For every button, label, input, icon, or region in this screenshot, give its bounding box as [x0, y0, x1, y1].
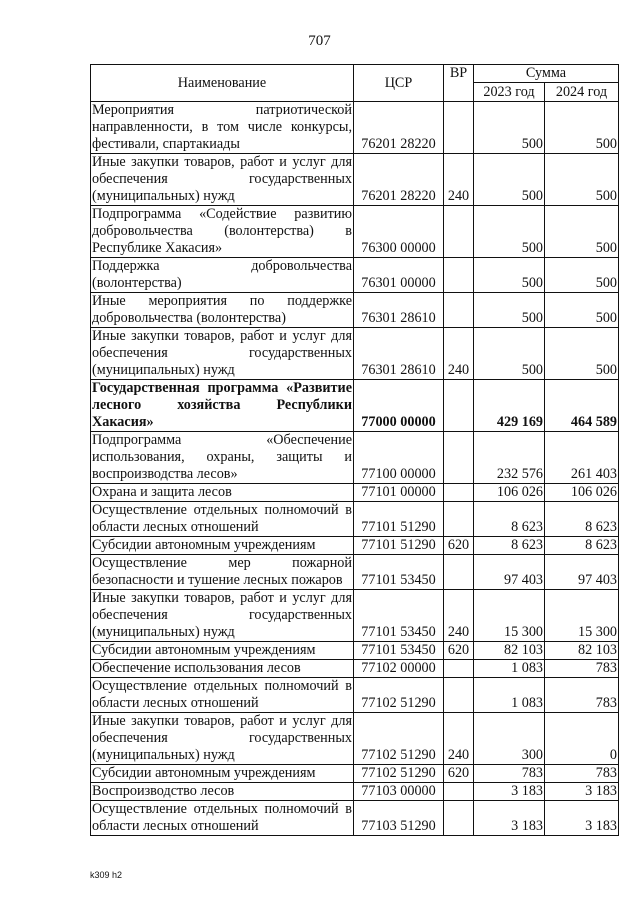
table-row: [91, 484, 619, 502]
row-sum-2023: 1 083: [474, 660, 545, 678]
row-csr: 77103 00000: [354, 783, 444, 801]
table-row: [91, 432, 619, 484]
table-row: [91, 502, 619, 537]
row-sum-2024: 8 623: [545, 537, 619, 555]
row-name: Субсидии автономным учреждениям: [91, 642, 354, 660]
row-vr: [444, 432, 474, 484]
row-sum-2023: 8 623: [474, 502, 545, 537]
row-vr: [444, 678, 474, 713]
row-sum-2023: 783: [474, 765, 545, 783]
row-sum-2024: 261 403: [545, 432, 619, 484]
row-csr: 77102 51290: [354, 765, 444, 783]
row-name: Государственная программа «Развитие лесного хозяйства Республики Хакасия»: [92, 380, 352, 430]
row-name: Поддержка добровольчества (волонтерства): [92, 258, 352, 291]
row-name: Воспроизводство лесов: [91, 783, 354, 801]
row-name: Осуществление отдельных полномочий в области лесных отношений: [92, 678, 352, 711]
row-sum-2024: 3 183: [545, 783, 619, 801]
row-name: Субсидии автономным учреждениям: [91, 765, 354, 783]
row-vr: 240: [444, 328, 474, 380]
row-sum-2024: 783: [545, 678, 619, 713]
row-vr: [444, 555, 474, 590]
row-csr: 76201 28220: [354, 154, 444, 206]
row-sum-2023: 15 300: [474, 590, 545, 642]
row-sum-2023: 232 576: [474, 432, 545, 484]
page-number: 707: [308, 33, 331, 49]
row-name: Осуществление мер пожарной безопасности и тушение лесных пожаров: [92, 555, 352, 588]
table-row: [91, 555, 619, 590]
row-sum-2023: 3 183: [474, 783, 545, 801]
header-vr: ВР: [444, 65, 474, 102]
row-vr: [444, 660, 474, 678]
row-sum-2023: 300: [474, 713, 545, 765]
row-vr: 620: [444, 537, 474, 555]
row-vr: [444, 502, 474, 537]
row-sum-2024: 783: [545, 765, 619, 783]
row-csr: 76201 28220: [354, 102, 444, 154]
row-sum-2024: 783: [545, 660, 619, 678]
row-csr: 76301 28610: [354, 328, 444, 380]
table-header: [91, 65, 619, 102]
row-vr: [444, 293, 474, 328]
row-vr: [444, 102, 474, 154]
row-csr: 77101 53450: [354, 642, 444, 660]
row-sum-2024: 3 183: [545, 801, 619, 836]
header-name: Наименование: [91, 65, 354, 102]
row-name: Осуществление отдельных полномочий в области лесных отношений: [92, 502, 352, 535]
row-sum-2024: 500: [545, 206, 619, 258]
row-sum-2023: 8 623: [474, 537, 545, 555]
row-csr: 77101 53450: [354, 555, 444, 590]
row-sum-2024: 106 026: [545, 484, 619, 502]
row-sum-2023: 82 103: [474, 642, 545, 660]
row-sum-2024: 500: [545, 328, 619, 380]
row-name: Подпрограмма «Обеспечение использования, охраны, защиты и воспроизводства лесов»: [92, 432, 352, 482]
table-row: [91, 206, 619, 258]
row-sum-2024: 464 589: [545, 380, 619, 432]
table-row: [91, 783, 619, 801]
row-vr: [444, 801, 474, 836]
row-name: Охрана и защита лесов: [91, 484, 354, 502]
table-row: [91, 328, 619, 380]
table-body: [91, 102, 619, 836]
row-sum-2023: 97 403: [474, 555, 545, 590]
table-row: [91, 642, 619, 660]
row-name: Мероприятия патриотической направленности, в том числе конкурсы, фестивали, спартакиады: [92, 102, 352, 152]
row-sum-2024: 500: [545, 154, 619, 206]
row-sum-2024: 500: [545, 102, 619, 154]
header-year-2024: 2024 год: [545, 83, 619, 102]
table-row: [91, 765, 619, 783]
row-vr: 620: [444, 765, 474, 783]
header-sum: Сумма: [474, 65, 619, 83]
table-row: [91, 102, 619, 154]
row-sum-2023: 500: [474, 154, 545, 206]
row-name: Иные мероприятия по поддержке добровольчества (волонтерства): [92, 293, 352, 326]
row-sum-2024: 0: [545, 713, 619, 765]
table-row: [91, 293, 619, 328]
table-row: [91, 660, 619, 678]
row-csr: 77101 00000: [354, 484, 444, 502]
row-vr: 240: [444, 154, 474, 206]
row-csr: 76301 00000: [354, 258, 444, 293]
table-row: [91, 154, 619, 206]
table-row: [91, 258, 619, 293]
row-csr: 77000 00000: [354, 380, 444, 432]
row-name: Осуществление отдельных полномочий в области лесных отношений: [92, 801, 352, 834]
row-vr: [444, 484, 474, 502]
row-name: Иные закупки товаров, работ и услуг для обеспечения государственных (муниципальных) нужд: [92, 590, 352, 640]
row-vr: [444, 380, 474, 432]
row-vr: [444, 783, 474, 801]
row-sum-2023: 1 083: [474, 678, 545, 713]
row-name: Обеспечение использования лесов: [91, 660, 354, 678]
row-csr: 77102 51290: [354, 713, 444, 765]
row-csr: 77101 51290: [354, 537, 444, 555]
row-name: Иные закупки товаров, работ и услуг для обеспечения государственных (муниципальных) нужд: [92, 154, 352, 204]
row-sum-2024: 500: [545, 293, 619, 328]
row-csr: 76301 28610: [354, 293, 444, 328]
row-sum-2023: 3 183: [474, 801, 545, 836]
row-vr: [444, 206, 474, 258]
row-csr: 77103 51290: [354, 801, 444, 836]
row-sum-2023: 106 026: [474, 484, 545, 502]
table-row: [91, 537, 619, 555]
row-sum-2023: 500: [474, 206, 545, 258]
row-sum-2024: 500: [545, 258, 619, 293]
row-sum-2023: 500: [474, 293, 545, 328]
row-vr: 620: [444, 642, 474, 660]
row-csr: 77102 00000: [354, 660, 444, 678]
row-csr: 77100 00000: [354, 432, 444, 484]
row-vr: 240: [444, 713, 474, 765]
footer-code: k309 h2: [90, 870, 123, 880]
table-row: [91, 713, 619, 765]
row-sum-2023: 500: [474, 328, 545, 380]
table-row: [91, 801, 619, 836]
row-name: Субсидии автономным учреждениям: [91, 537, 354, 555]
row-sum-2023: 429 169: [474, 380, 545, 432]
row-vr: 240: [444, 590, 474, 642]
row-sum-2024: 82 103: [545, 642, 619, 660]
row-csr: 76300 00000: [354, 206, 444, 258]
table-row: [91, 678, 619, 713]
row-sum-2024: 97 403: [545, 555, 619, 590]
row-sum-2024: 8 623: [545, 502, 619, 537]
row-name: Подпрограмма «Содействие развитию добровольчества (волонтерства) в Республике Хакасия»: [92, 206, 352, 256]
row-sum-2023: 500: [474, 258, 545, 293]
row-sum-2024: 15 300: [545, 590, 619, 642]
row-csr: 77101 51290: [354, 502, 444, 537]
table-row: [91, 590, 619, 642]
row-vr: [444, 258, 474, 293]
table-row: [91, 380, 619, 432]
budget-table: [90, 64, 619, 836]
row-sum-2023: 500: [474, 102, 545, 154]
header-year-2023: 2023 год: [474, 83, 545, 102]
row-name: Иные закупки товаров, работ и услуг для обеспечения государственных (муниципальных) нужд: [92, 713, 352, 763]
row-name: Иные закупки товаров, работ и услуг для обеспечения государственных (муниципальных) нужд: [92, 328, 352, 378]
row-csr: 77102 51290: [354, 678, 444, 713]
header-csr: ЦСР: [354, 65, 444, 102]
row-csr: 77101 53450: [354, 590, 444, 642]
